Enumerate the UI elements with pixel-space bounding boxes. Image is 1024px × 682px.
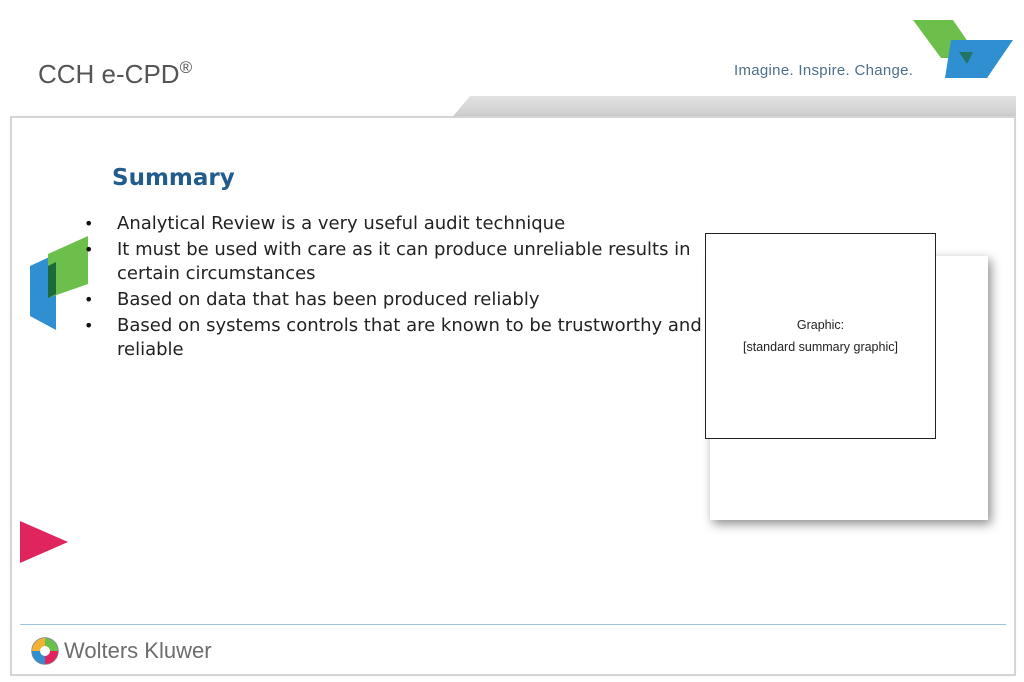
footer-divider <box>20 624 1006 625</box>
bullet-dot-icon: • <box>84 290 94 309</box>
graphic-placeholder <box>705 233 936 439</box>
decorative-green-blue-shape <box>30 236 88 330</box>
wolters-kluwer-globe-icon <box>30 636 60 666</box>
slide-title: Summary <box>112 165 235 191</box>
bullet-text: It must be used with care as it can produce unreliable results in certain circumstances <box>117 239 691 284</box>
bullet-list <box>84 212 704 364</box>
bullet-dot-icon: • <box>84 214 94 233</box>
bullet-dot-icon: • <box>84 316 94 335</box>
slide-tab-bar <box>440 94 1020 120</box>
bullet-text: Based on systems controls that are known to be trustworthy and reliable <box>117 315 702 360</box>
brand-name: CCH e-CPD <box>38 59 180 89</box>
registered-mark: ® <box>179 58 193 77</box>
bullet-item <box>84 212 704 236</box>
bullet-item <box>84 238 704 286</box>
graphic-caption: [standard summary graphic] <box>743 340 898 354</box>
bullet-dot-icon: • <box>84 240 94 259</box>
decorative-pink-arrow <box>20 521 68 563</box>
chevron-logo-icon <box>905 18 1017 80</box>
footer-logo <box>30 636 212 666</box>
bullet-item <box>84 288 704 312</box>
bullet-text: Based on data that has been produced reliably <box>117 289 540 310</box>
tagline: Imagine. Inspire. Change. <box>734 62 914 79</box>
graphic-label: Graphic: <box>796 318 845 332</box>
footer-company-name: Wolters Kluwer <box>64 638 212 663</box>
bullet-item <box>84 314 704 362</box>
bullet-text: Analytical Review is a very useful audit technique <box>117 213 566 234</box>
brand-title <box>38 58 192 90</box>
